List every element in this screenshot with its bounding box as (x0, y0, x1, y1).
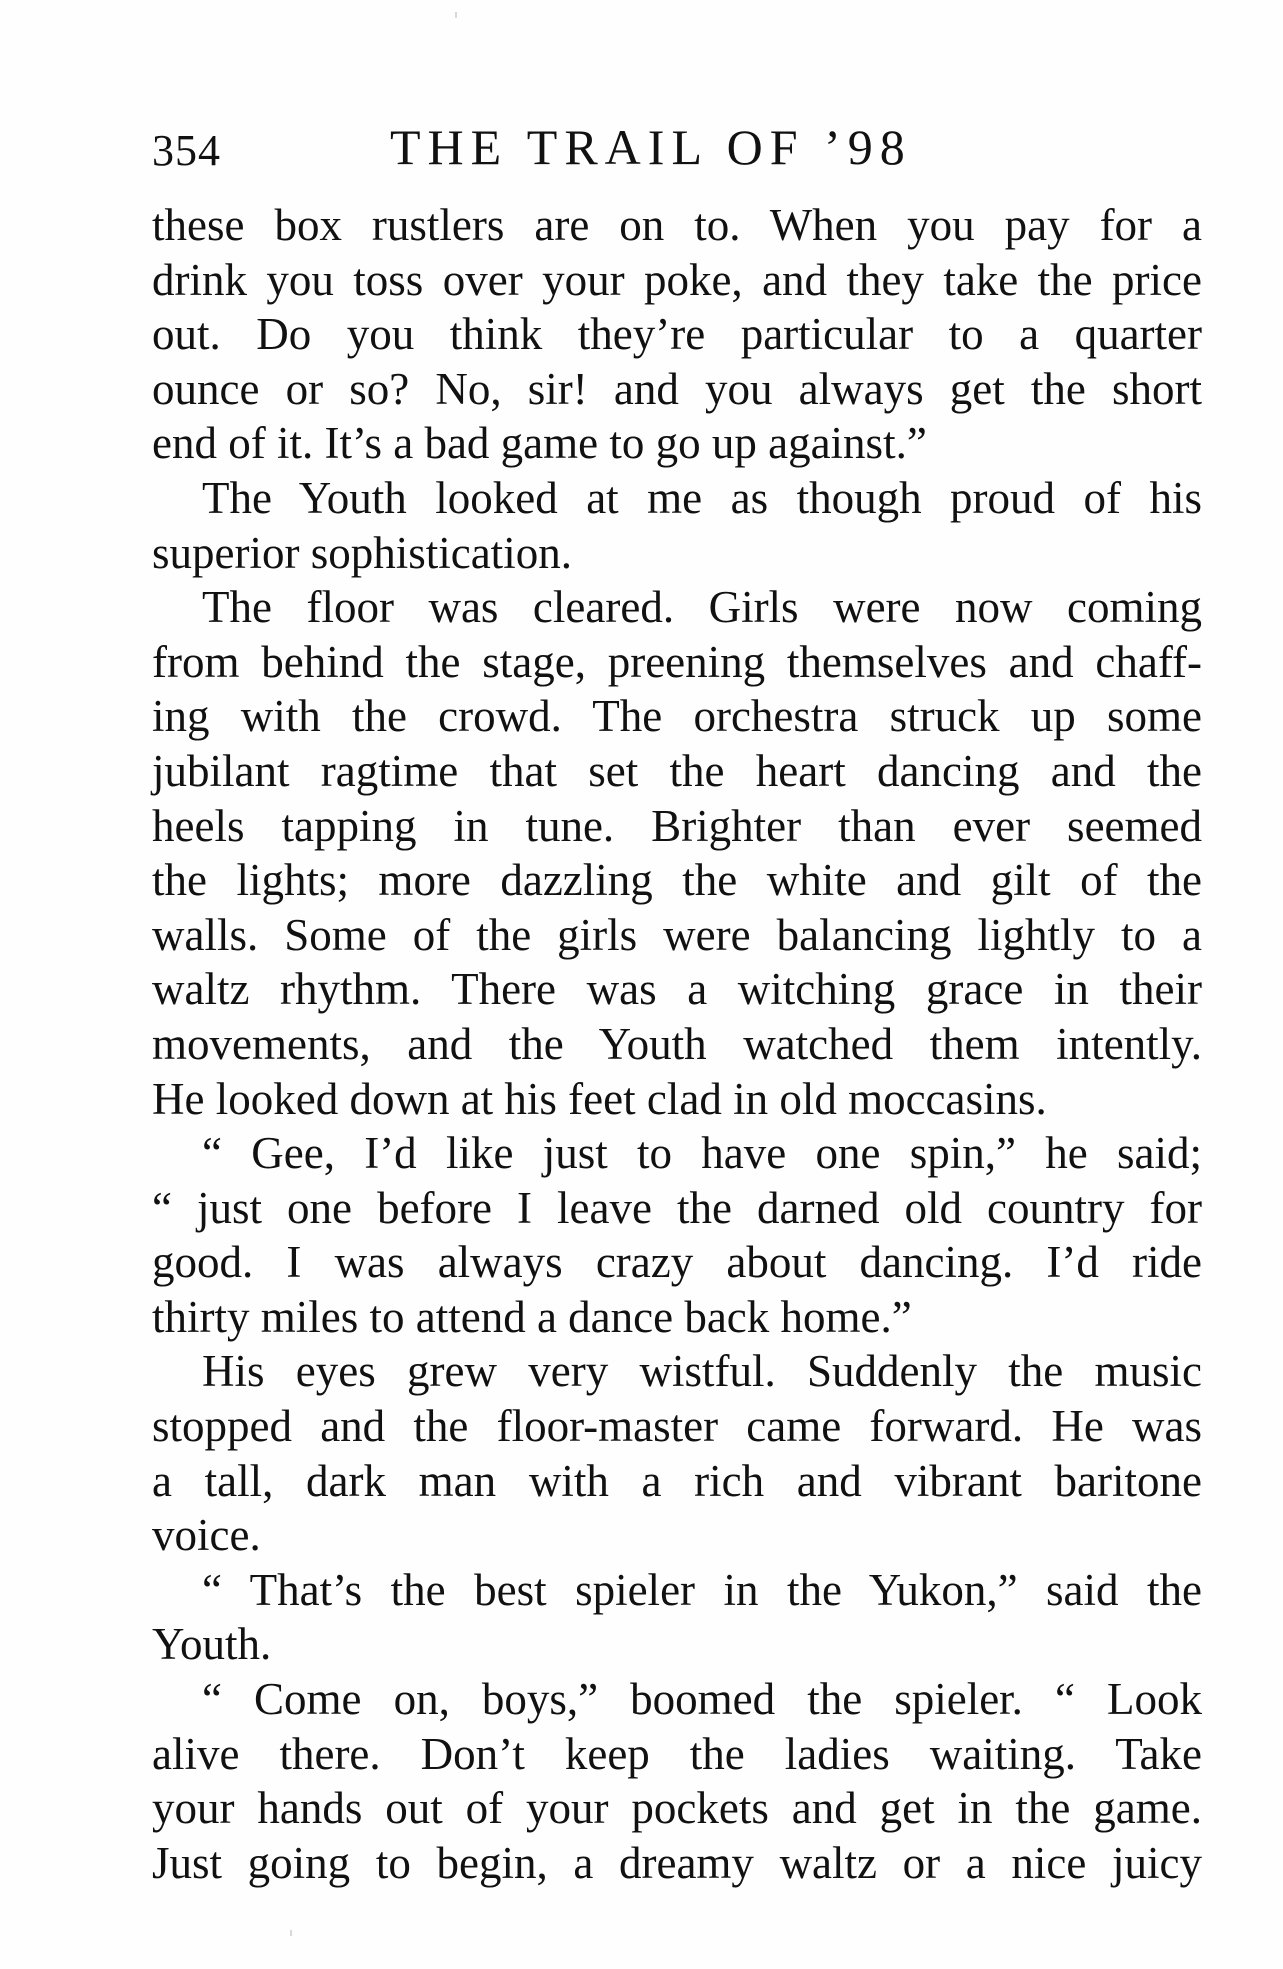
text-line: heels tapping in tune. Brighter than ever seemed (152, 800, 1202, 851)
scan-speck (455, 12, 457, 18)
text-line: “ That’s the best spieler in the Yukon,” said the (202, 1564, 1202, 1615)
text-line: Just going to begin, a dreamy waltz or a nice juicy (152, 1837, 1202, 1888)
text-line: “ Come on, boys,” boomed the spieler. “ Look (202, 1674, 1202, 1725)
text-line: Youth. (152, 1619, 272, 1670)
text-line: superior sophistication. (152, 527, 572, 578)
text-line: The Youth looked at me as though proud of his (202, 472, 1202, 523)
text-line: from behind the stage, preening themselves and chaff- (152, 636, 1202, 687)
running-title: THE TRAIL OF ’98 (390, 119, 912, 175)
text-line: ing with the crowd. The orchestra struck up some (152, 691, 1202, 742)
text-line: He looked down at his feet clad in old moccasins. (152, 1073, 1047, 1124)
page-number: 354 (152, 126, 221, 175)
text-line: these box rustlers are on to. When you pay for a (152, 200, 1202, 250)
text-line: ounce or so? No, sir! and you always get the short (152, 363, 1202, 414)
text-line: movements, and the Youth watched them intently. (152, 1018, 1202, 1069)
text-line: “ just one before I leave the darned old country for (152, 1182, 1202, 1233)
text-line: thirty miles to attend a dance back home.” (152, 1291, 912, 1342)
scan-speck (290, 1930, 292, 1936)
text-line: The floor was cleared. Girls were now coming (202, 582, 1202, 633)
text-line: “ Gee, I’d like just to have one spin,” he said; (202, 1128, 1202, 1179)
running-head (152, 112, 1202, 182)
text-line: your hands out of your pockets and get in the game. (152, 1783, 1202, 1834)
text-line: a tall, dark man with a rich and vibrant baritone (152, 1455, 1202, 1506)
text-line: end of it. It’s a bad game to go up against.” (152, 418, 927, 469)
text-line: the lights; more dazzling the white and gilt of the (152, 855, 1202, 906)
text-line: good. I was always crazy about dancing. I’d ride (152, 1237, 1202, 1288)
text-line: walls. Some of the girls were balancing lightly to a (152, 909, 1202, 960)
text-line: waltz rhythm. There was a witching grace in their (152, 964, 1202, 1015)
text-line: stopped and the floor-master came forward. He was (152, 1401, 1202, 1452)
text-line: alive there. Don’t keep the ladies waiting. Take (152, 1728, 1202, 1779)
text-line: jubilant ragtime that set the heart dancing and the (152, 745, 1202, 796)
text-line: drink you toss over your poke, and they take the price (152, 254, 1202, 305)
body-text (152, 198, 1202, 1890)
text-line: voice. (152, 1510, 261, 1561)
text-line: out. Do you think they’re particular to a quarter (152, 309, 1202, 360)
text-line: His eyes grew very wistful. Suddenly the music (202, 1346, 1202, 1397)
